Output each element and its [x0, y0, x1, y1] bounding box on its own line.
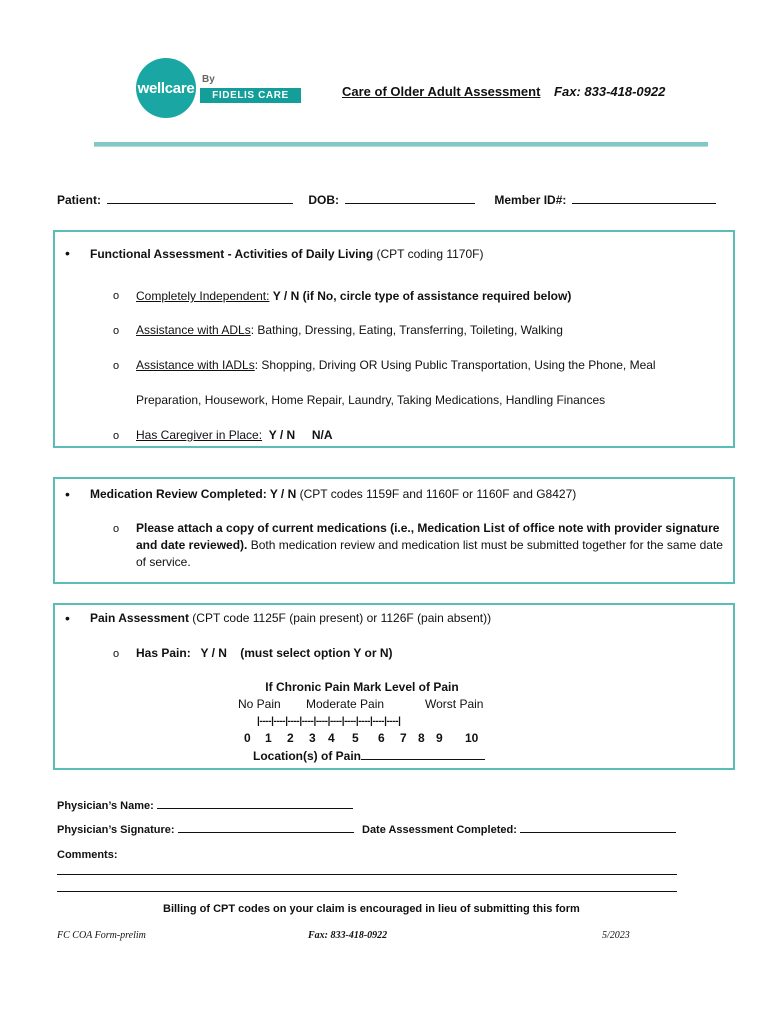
billing-note: Billing of CPT codes on your claim is encouraged in lieu of submitting this form	[163, 903, 580, 915]
dob-label: DOB:	[308, 193, 340, 207]
date-completed-field[interactable]	[520, 822, 676, 833]
circle-bullet-icon: o	[113, 290, 120, 302]
pain-scale-4[interactable]: 4	[328, 731, 335, 745]
dob-field[interactable]	[345, 193, 475, 204]
pain-heading: Pain Assessment (CPT code 1125F (pain present) or 1126F (pain absent))	[90, 611, 492, 625]
physician-signature-row: Physician’s Signature:	[57, 822, 354, 839]
comments-line-2[interactable]	[57, 891, 677, 892]
functional-heading: Functional Assessment - Activities of Daily Living (CPT coding 1170F)	[90, 247, 484, 261]
pain-scale-3[interactable]: 3	[309, 731, 316, 745]
form-title: Care of Older Adult Assessment	[342, 84, 541, 99]
circle-bullet-icon: o	[113, 523, 120, 535]
iadl-item[interactable]: Assistance with IADLs: Shopping, Driving OR Using Public Transportation, Using the Phone, Meal	[136, 358, 656, 372]
pain-location-field[interactable]	[361, 749, 485, 760]
physician-signature-field[interactable]	[178, 822, 354, 833]
bullet-icon: •	[65, 486, 70, 502]
medication-note: Please attach a copy of current medications (i.e., Medication List of office note with provider signature and date reviewed). Both medication review and medication list must be submitted together for the same date of service.	[136, 521, 723, 569]
pain-scale-bar[interactable]: |----|----|----|----|----|----|----|----|----|----|	[257, 716, 401, 727]
logo-by-text: By	[202, 74, 215, 85]
circle-bullet-icon: o	[113, 325, 120, 337]
patient-field[interactable]	[107, 193, 293, 204]
pain-scale-0[interactable]: 0	[244, 731, 251, 745]
pain-scale-1[interactable]: 1	[265, 731, 272, 745]
comments-line-1[interactable]	[57, 874, 677, 875]
patient-label: Patient:	[57, 193, 102, 207]
date-completed-row: Date Assessment Completed:	[362, 822, 676, 839]
caregiver-item[interactable]: Has Caregiver in Place: Y / N N/A	[136, 428, 333, 442]
pain-scale-2[interactable]: 2	[287, 731, 294, 745]
pain-scale-5[interactable]: 5	[352, 731, 359, 745]
circle-bullet-icon: o	[113, 360, 120, 372]
physician-name-field[interactable]	[157, 798, 353, 809]
fidelis-care-logo: FIDELIS CARE	[200, 88, 301, 103]
pain-scale-worst: Worst Pain	[425, 697, 484, 711]
medication-heading[interactable]: Medication Review Completed: Y / N (CPT codes 1159F and 1160F or 1160F and G8427)	[90, 487, 577, 501]
form-date: 5/2023	[602, 930, 630, 941]
form-id: FC COA Form-prelim	[57, 930, 146, 941]
circle-bullet-icon: o	[113, 648, 120, 660]
circle-bullet-icon: o	[113, 430, 120, 442]
iadl-item-continued: Preparation, Housework, Home Repair, Laundry, Taking Medications, Handling Finances	[136, 393, 606, 407]
pain-scale-no-pain: No Pain	[238, 697, 281, 711]
wellcare-logo: wellcare	[136, 58, 196, 118]
page-title	[342, 84, 665, 99]
pain-scale-6[interactable]: 6	[378, 731, 385, 745]
member-id-label: Member ID#:	[494, 193, 567, 207]
patient-info-line	[57, 193, 722, 207]
comments-label: Comments:	[57, 849, 118, 861]
adl-item[interactable]: Assistance with ADLs: Bathing, Dressing, Eating, Transferring, Toileting, Walking	[136, 323, 563, 337]
has-pain-item[interactable]: Has Pain: Y / N (must select option Y or N)	[136, 646, 393, 660]
physician-name-row: Physician’s Name:	[57, 798, 353, 815]
member-id-field[interactable]	[572, 193, 716, 204]
header-divider	[94, 142, 708, 147]
pain-scale-moderate: Moderate Pain	[306, 697, 385, 711]
footer-fax: Fax: 833-418-0922	[308, 930, 388, 941]
pain-scale-8[interactable]: 8	[418, 731, 425, 745]
pain-scale-7[interactable]: 7	[400, 731, 407, 745]
completely-independent-item[interactable]: Completely Independent: Y / N (if No, circle type of assistance required below)	[136, 289, 572, 303]
bullet-icon: •	[65, 610, 70, 626]
header-fax: Fax: 833-418-0922	[554, 84, 666, 99]
pain-location: Location(s) of Pain	[253, 748, 485, 765]
pain-scale-9[interactable]: 9	[436, 731, 443, 745]
bullet-icon: •	[65, 245, 70, 261]
chronic-pain-title: If Chronic Pain Mark Level of Pain	[265, 680, 459, 694]
pain-scale-10[interactable]: 10	[465, 731, 479, 745]
